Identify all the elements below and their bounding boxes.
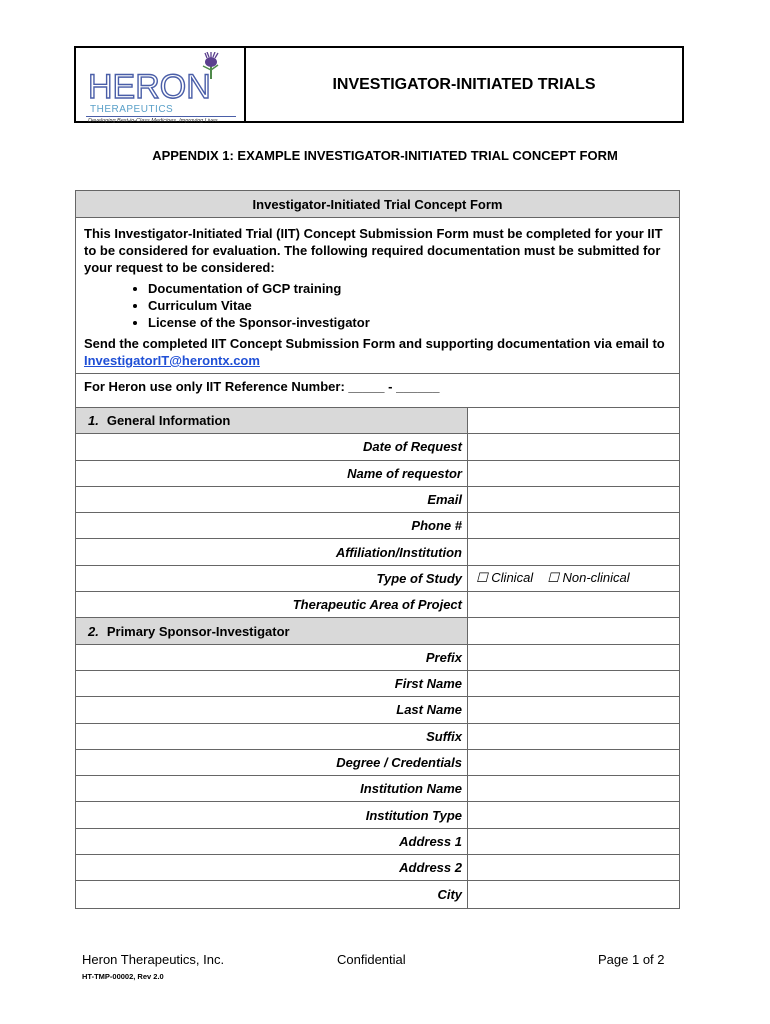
section-primary-sponsor-investigator: [76, 618, 679, 644]
requestor-name-field[interactable]: [468, 461, 679, 486]
field-label: Suffix: [76, 724, 468, 749]
form-row: [76, 566, 679, 592]
logo-subtitle: THERAPEUTICS: [90, 104, 174, 115]
logo-wordmark: HERON: [88, 68, 211, 106]
section-label: General Information: [106, 413, 231, 429]
phone-field[interactable]: [468, 513, 679, 538]
form-row: [76, 434, 679, 460]
form-row: [76, 513, 679, 539]
suffix-field[interactable]: [468, 724, 679, 749]
form-row: [76, 802, 679, 828]
field-label: Therapeutic Area of Project: [76, 592, 468, 617]
address-1-field[interactable]: [468, 829, 679, 854]
city-field[interactable]: [468, 881, 679, 907]
header-box: [74, 46, 684, 123]
documents-list: [84, 280, 671, 331]
credentials-field[interactable]: [468, 750, 679, 775]
field-label: Institution Type: [76, 802, 468, 827]
institution-name-field[interactable]: [468, 776, 679, 801]
field-label: Address 2: [76, 855, 468, 880]
form-row: [76, 539, 679, 565]
footer-company: Heron Therapeutics, Inc.: [82, 952, 225, 967]
form-intro: [76, 218, 679, 374]
page-title: INVESTIGATOR-INITIATED TRIALS: [332, 75, 596, 93]
heron-logo: [76, 48, 246, 124]
reference-number-line: For Heron use only IIT Reference Number: _____ - ______: [76, 374, 679, 408]
field-label: Prefix: [76, 645, 468, 670]
section-title: [76, 408, 468, 433]
send-instructions: [84, 335, 671, 369]
section-blank-cell: [468, 408, 679, 433]
affiliation-field[interactable]: [468, 539, 679, 564]
form-row: [76, 487, 679, 513]
non-clinical-label: Non-clinical: [562, 570, 630, 586]
therapeutic-area-field[interactable]: [468, 592, 679, 617]
field-label: Name of requestor: [76, 461, 468, 486]
address-2-field[interactable]: [468, 855, 679, 880]
first-name-field[interactable]: [468, 671, 679, 696]
intro-text: This Investigator-Initiated Trial (IIT) Concept Submission Form must be completed for your IIT to be considered for evaluation. The following required documentation must be submitted for your request to be considered:: [84, 226, 663, 275]
footer-confidential: Confidential: [337, 952, 406, 967]
form-row: [76, 592, 679, 618]
section-general-information: [76, 408, 679, 434]
form-row: [76, 645, 679, 671]
section-blank-cell: [468, 618, 679, 643]
form-row: [76, 697, 679, 723]
form-row: [76, 461, 679, 487]
document-item: • License of the Sponsor-investigator: [148, 314, 671, 331]
concept-form: [75, 190, 680, 909]
email-field[interactable]: [468, 487, 679, 512]
institution-type-field[interactable]: [468, 802, 679, 827]
section-number: 2.: [88, 623, 99, 639]
logo-divider: [86, 116, 236, 117]
date-of-request-field[interactable]: [468, 434, 679, 459]
form-row: [76, 750, 679, 776]
form-row: [76, 671, 679, 697]
field-label: Date of Request: [76, 434, 468, 459]
field-label: Last Name: [76, 697, 468, 722]
document-item: • Curriculum Vitae: [148, 297, 671, 314]
document-item: • Documentation of GCP training: [148, 280, 671, 297]
appendix-title: APPENDIX 1: EXAMPLE INVESTIGATOR-INITIATED TRIAL CONCEPT FORM: [152, 148, 618, 163]
field-label: Institution Name: [76, 776, 468, 801]
email-link[interactable]: InvestigatorIT@herontx.com: [84, 353, 260, 368]
field-label: Affiliation/Institution: [76, 539, 468, 564]
section-number: 1.: [88, 413, 99, 429]
field-label: Address 1: [76, 829, 468, 854]
field-label: Email: [76, 487, 468, 512]
study-type-options: [468, 566, 679, 591]
field-label: Type of Study: [76, 566, 468, 591]
send-text: Send the completed IIT Concept Submission Form and supporting documentation via email to: [84, 336, 665, 351]
form-row: [76, 881, 679, 907]
form-heading: Investigator-Initiated Trial Concept Form: [76, 191, 679, 218]
field-label: Degree / Credentials: [76, 750, 468, 775]
form-row: [76, 829, 679, 855]
clinical-checkbox[interactable]: ☐ Clinical: [476, 570, 534, 586]
section-title: [76, 618, 468, 643]
section-label: Primary Sponsor-Investigator: [106, 623, 290, 639]
footer-doc-code: HT-TMP-00002, Rev 2.0: [82, 972, 164, 981]
form-row: [76, 776, 679, 802]
field-label: First Name: [76, 671, 468, 696]
prefix-field[interactable]: [468, 645, 679, 670]
form-row: [76, 855, 679, 881]
field-label: Phone #: [76, 513, 468, 538]
field-label: City: [76, 881, 468, 907]
non-clinical-checkbox[interactable]: ☐ Non-clinical: [547, 570, 630, 586]
footer-page-number: Page 1 of 2: [598, 952, 665, 967]
last-name-field[interactable]: [468, 697, 679, 722]
logo-tagline: Developing Best-in-Class Medicines. Improving Lives.: [88, 118, 220, 124]
form-row: [76, 724, 679, 750]
clinical-label: Clinical: [491, 570, 534, 586]
